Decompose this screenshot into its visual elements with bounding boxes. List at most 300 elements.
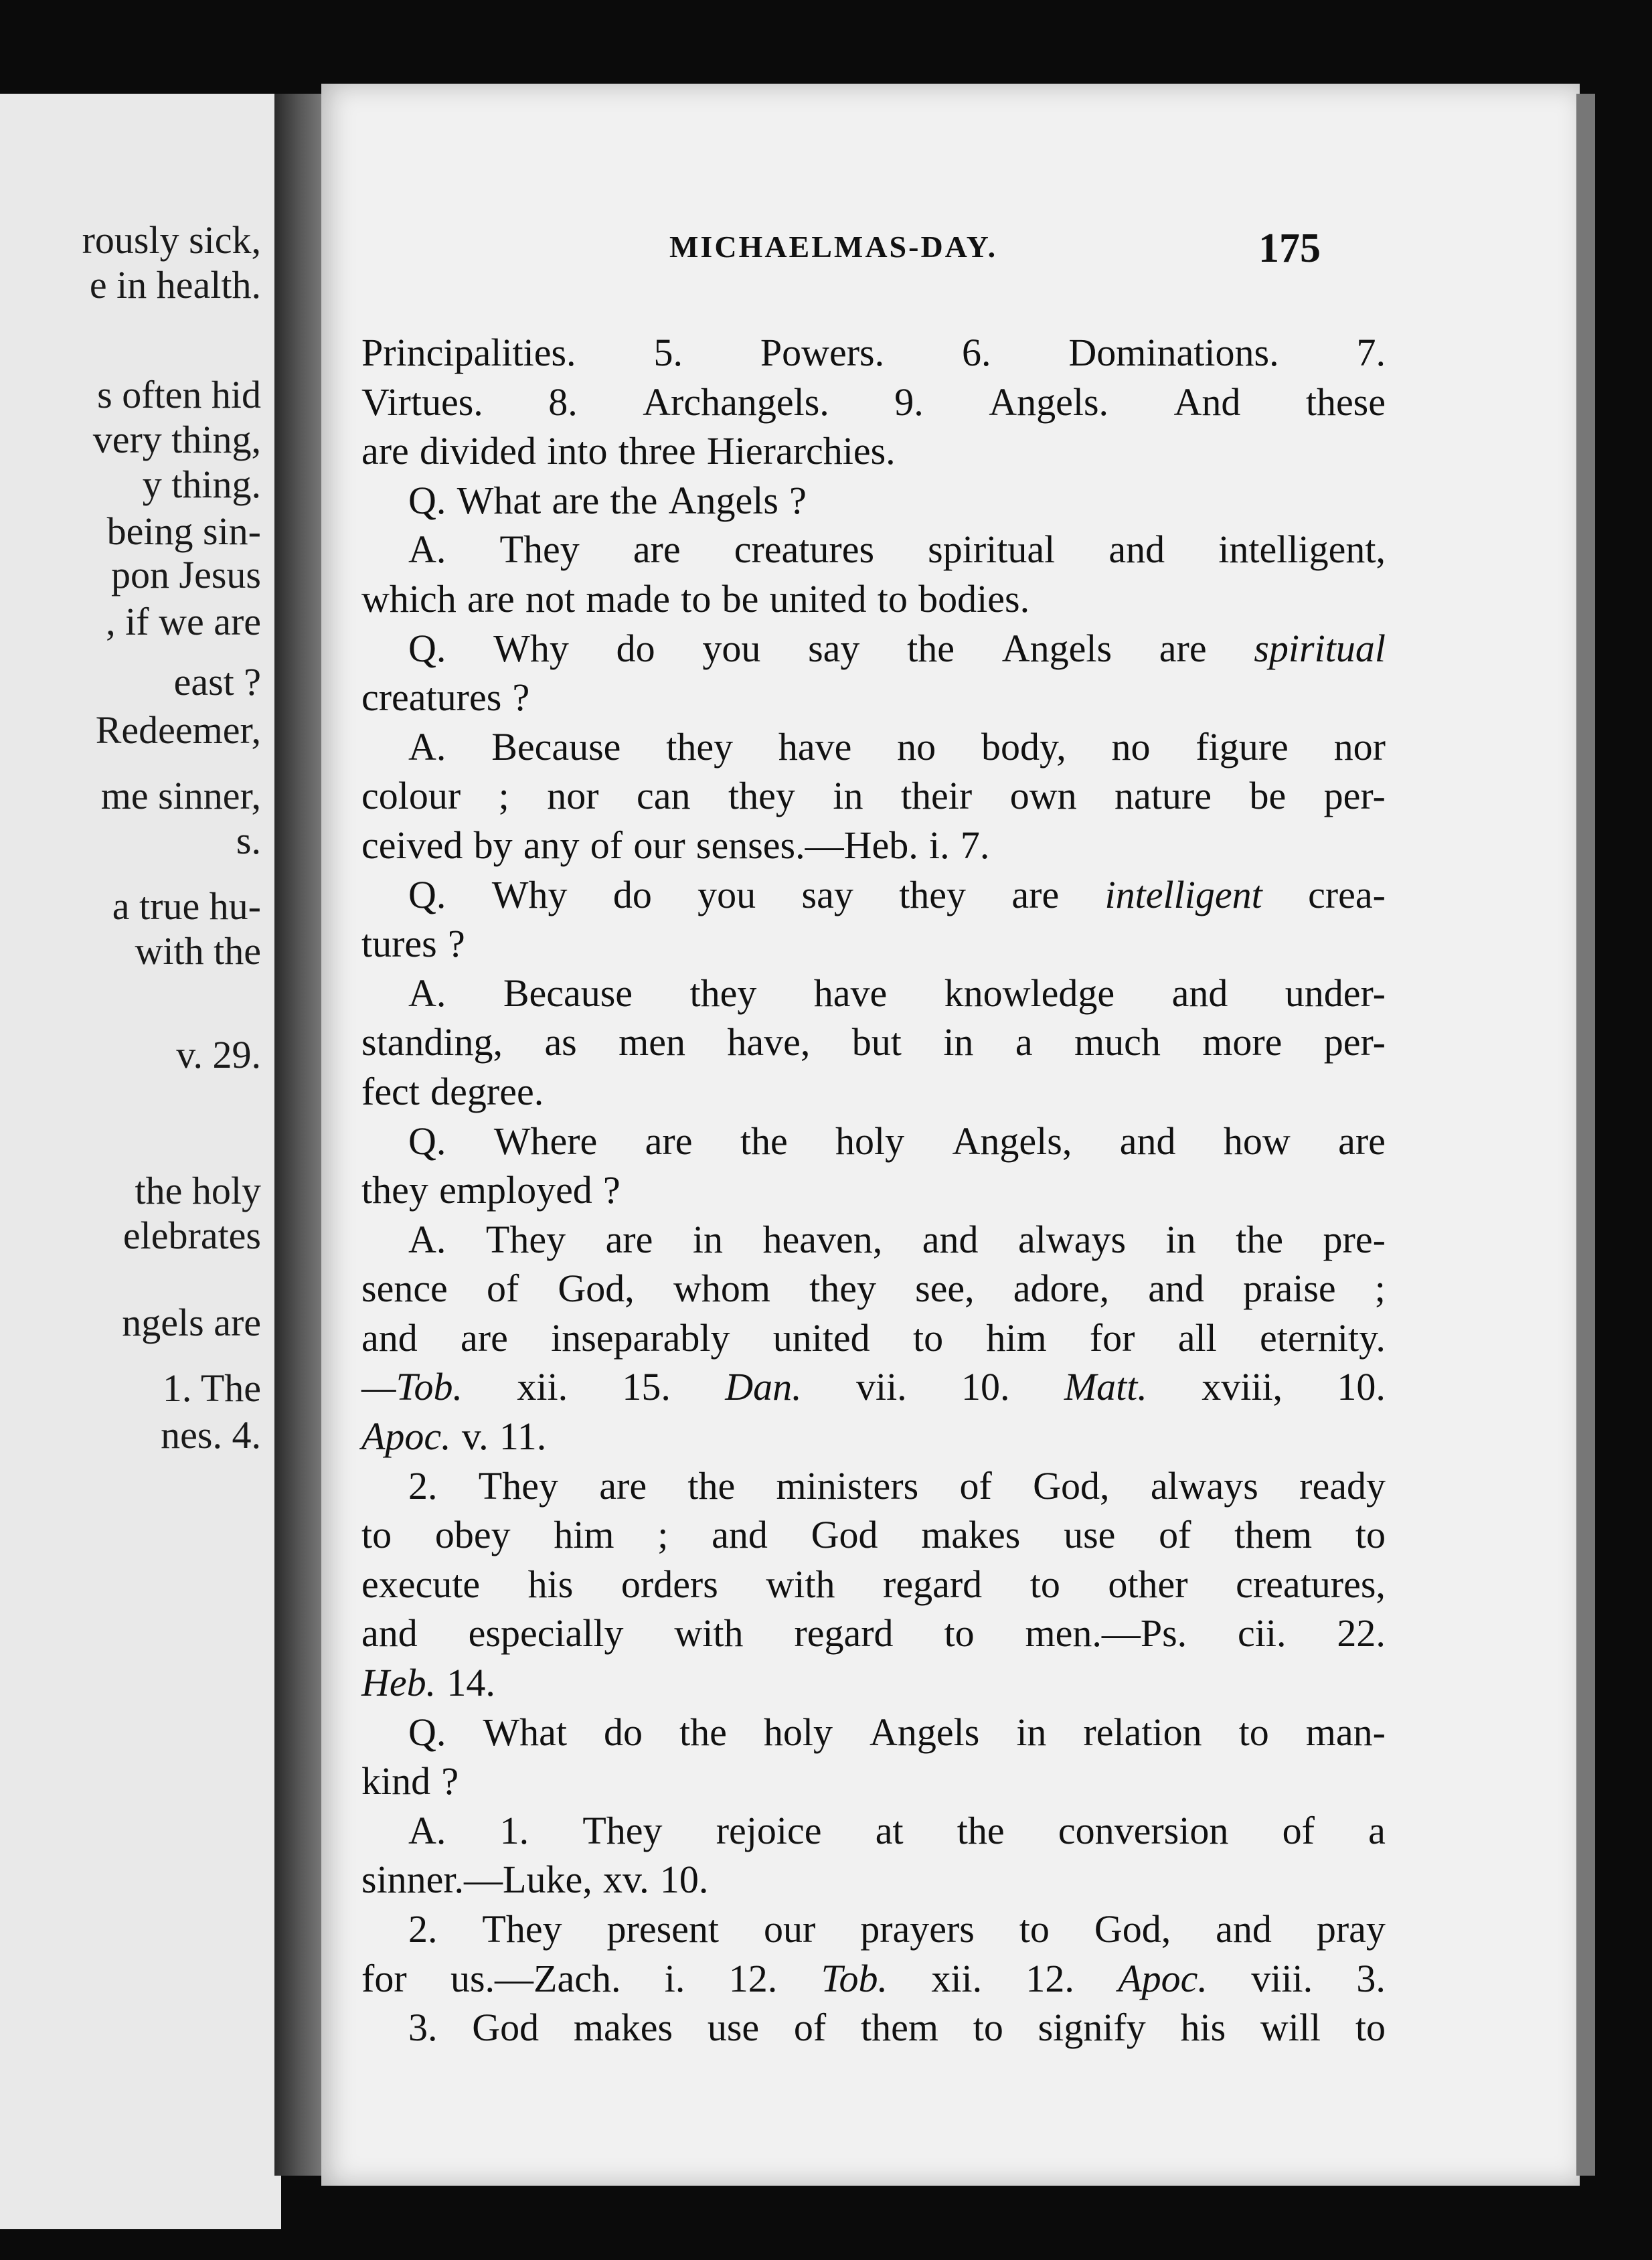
- word: colour: [361, 774, 461, 818]
- body-text: [361, 328, 1386, 2052]
- word: 3.: [1356, 1956, 1386, 2000]
- word: pray: [1316, 1907, 1386, 1951]
- word: say: [801, 872, 853, 916]
- word: A.: [408, 1808, 446, 1852]
- word: but: [851, 1020, 902, 1064]
- word: united: [769, 576, 867, 621]
- word: Angels: [869, 1710, 980, 1754]
- word: eternity.: [1260, 1315, 1386, 1360]
- word: And: [1173, 380, 1241, 424]
- word: not: [525, 576, 576, 621]
- word: them: [1234, 1513, 1313, 1557]
- word: prayers: [860, 1907, 975, 1951]
- word: A.: [408, 724, 446, 769]
- word: spiritual: [1254, 626, 1386, 670]
- text-line: [361, 1461, 1386, 1511]
- text-line: [361, 1067, 1386, 1117]
- word: What: [483, 1710, 567, 1754]
- word: Powers.: [760, 331, 885, 374]
- word: and: [361, 1611, 418, 1656]
- word: 11.: [499, 1415, 547, 1459]
- word: for: [1089, 1315, 1135, 1360]
- left-page-fragment: me sinner,: [100, 774, 261, 817]
- word: A.: [408, 1217, 446, 1261]
- word: him: [986, 1315, 1047, 1360]
- word: ;: [657, 1513, 669, 1557]
- word: be: [722, 576, 759, 621]
- word: Q.: [408, 626, 446, 670]
- word: in: [1016, 1710, 1047, 1754]
- word: made: [586, 576, 670, 621]
- left-page-fragment: e in health.: [89, 263, 261, 307]
- word: God: [811, 1513, 878, 1557]
- left-page-fragment: nes. 4.: [161, 1413, 261, 1457]
- word: us.—Zach.: [450, 1956, 621, 2000]
- text-line: [361, 1264, 1386, 1313]
- word: are: [1338, 1119, 1386, 1163]
- word: sence: [361, 1267, 448, 1311]
- word: man-: [1305, 1710, 1386, 1754]
- word: heaven,: [762, 1217, 883, 1261]
- word: are: [1159, 626, 1207, 670]
- word: viii.: [1251, 1956, 1313, 2000]
- word: a: [1368, 1808, 1386, 1852]
- word: are: [361, 429, 409, 473]
- left-page-fragment: with the: [135, 929, 261, 973]
- word: and: [712, 1513, 768, 1557]
- word: intelligent: [1104, 872, 1262, 916]
- text-line: [361, 919, 1386, 969]
- word: 3.: [408, 2006, 438, 2050]
- word: the: [679, 1710, 727, 1754]
- word: no: [1111, 724, 1151, 769]
- word: Q.: [408, 1710, 446, 1754]
- word: God,: [1033, 1463, 1110, 1508]
- word: per-: [1323, 1020, 1386, 1064]
- text-line: [361, 525, 1386, 574]
- word: they: [689, 971, 757, 1015]
- word: are: [633, 528, 681, 572]
- word: God,: [558, 1267, 635, 1311]
- text-line: [361, 1708, 1386, 1757]
- word: xii.: [931, 1956, 983, 2000]
- word: to: [1029, 1562, 1060, 1606]
- word: Archangels.: [643, 380, 829, 424]
- word: especially: [468, 1611, 624, 1656]
- word: Apoc.: [1118, 1956, 1208, 2000]
- word: sinner.—Luke,: [361, 1858, 592, 1902]
- word: ?: [447, 922, 465, 966]
- word: in: [1165, 1217, 1196, 1261]
- word: to: [681, 576, 712, 621]
- word: to: [361, 1513, 392, 1557]
- word: Tob.: [821, 1956, 888, 2000]
- text-line: [361, 969, 1386, 1018]
- word: signify: [1038, 2006, 1146, 2050]
- text-line: [361, 574, 1386, 624]
- word: God,: [1094, 1907, 1171, 1951]
- text-line: [361, 1658, 1386, 1708]
- word: 10.: [961, 1365, 1010, 1409]
- word: they: [899, 872, 967, 916]
- word: ?: [789, 478, 807, 522]
- word: Why: [491, 872, 568, 916]
- word: 8.: [548, 380, 578, 424]
- word: inseparably: [551, 1315, 730, 1360]
- word: Why: [493, 626, 569, 670]
- left-page-fragment: Redeemer,: [95, 708, 261, 752]
- word: 2.: [408, 1907, 438, 1951]
- text-line: [361, 476, 1386, 526]
- word: 2.: [408, 1463, 438, 1508]
- word: of: [1159, 1513, 1191, 1557]
- word: Where: [493, 1119, 598, 1163]
- word: body,: [981, 724, 1066, 769]
- word: They: [582, 1808, 663, 1852]
- word: with: [766, 1562, 835, 1606]
- word: how: [1223, 1119, 1291, 1163]
- page-edge: [1576, 94, 1595, 2176]
- word: their: [900, 774, 973, 818]
- text-line: [361, 771, 1386, 821]
- word: are: [645, 1119, 693, 1163]
- word: are: [461, 1315, 508, 1360]
- left-page-fragment: the holy: [135, 1169, 261, 1212]
- text-line: [361, 1510, 1386, 1560]
- word: i.: [664, 1956, 685, 2000]
- word: figure: [1195, 724, 1289, 769]
- word: 12.: [1025, 1956, 1074, 2000]
- word: are: [552, 478, 600, 522]
- word: Angels: [1001, 626, 1112, 670]
- word: Q.: [408, 872, 446, 916]
- word: the: [610, 478, 658, 522]
- word: have: [813, 971, 888, 1015]
- word: divided: [420, 429, 537, 473]
- word: in: [692, 1217, 723, 1261]
- word: crea-: [1308, 872, 1386, 916]
- word: ceived: [361, 823, 463, 867]
- page-number: 175: [1258, 226, 1321, 271]
- word: into: [547, 429, 608, 473]
- word: What: [457, 478, 542, 522]
- text-line: [361, 2003, 1386, 2052]
- word: regard: [794, 1611, 894, 1656]
- word: Apoc.: [361, 1415, 451, 1459]
- word: the: [1236, 1217, 1284, 1261]
- text-line: [361, 1215, 1386, 1265]
- word: our: [763, 1907, 816, 1951]
- word: and: [1148, 1267, 1204, 1311]
- word: Because: [491, 724, 621, 769]
- left-page-fragment: , if we are: [106, 600, 261, 643]
- word: tures: [361, 922, 437, 966]
- word: Virtues.: [361, 380, 483, 424]
- word: of: [959, 1463, 992, 1508]
- left-page-fragment: s.: [236, 819, 261, 862]
- word: you: [702, 626, 761, 670]
- word: They: [499, 528, 580, 572]
- word: fect: [361, 1069, 420, 1113]
- word: 9.: [894, 380, 924, 424]
- word: all: [1177, 1315, 1217, 1360]
- word: for: [361, 1956, 407, 2000]
- word: Q.: [408, 478, 446, 522]
- word: creatures: [734, 528, 875, 572]
- word: xii.: [517, 1365, 568, 1409]
- word: xviii,: [1202, 1365, 1283, 1409]
- word: makes: [573, 2006, 673, 2050]
- word: 22.: [1337, 1611, 1386, 1656]
- word: a: [1015, 1020, 1033, 1064]
- left-page-fragment: v. 29.: [176, 1033, 261, 1076]
- word: 7.: [1356, 331, 1386, 374]
- word: cii.: [1238, 1611, 1287, 1656]
- word: Principalities.: [361, 331, 576, 374]
- word: They: [485, 1217, 566, 1261]
- text-line: [361, 722, 1386, 772]
- word: 6.: [962, 331, 991, 374]
- word: ?: [603, 1168, 621, 1212]
- word: can: [637, 774, 691, 818]
- word: always: [1150, 1463, 1258, 1508]
- word: do: [604, 1710, 643, 1754]
- word: Q.: [408, 1119, 446, 1163]
- word: which: [361, 576, 457, 621]
- text-line: [361, 1954, 1386, 2004]
- running-head: MICHAELMAS-DAY.: [669, 230, 998, 264]
- word: orders: [621, 1562, 718, 1606]
- text-line: [361, 1412, 1386, 1461]
- text-line: [361, 1905, 1386, 1954]
- word: are: [1011, 872, 1060, 916]
- word: Matt.: [1064, 1365, 1147, 1409]
- word: xv.: [602, 1858, 649, 1902]
- word: will: [1260, 2006, 1321, 2050]
- word: ?: [512, 675, 530, 720]
- word: the: [687, 1463, 736, 1508]
- word: employed: [439, 1168, 592, 1212]
- word: knowledge: [944, 971, 1115, 1015]
- word: whom: [673, 1267, 770, 1311]
- word: they: [728, 774, 795, 818]
- word: three: [618, 429, 696, 473]
- word: holy: [763, 1710, 833, 1754]
- word: Heb.: [361, 1661, 436, 1705]
- word: creatures,: [1236, 1562, 1386, 1606]
- word: his: [1180, 2006, 1226, 2050]
- word: They: [482, 1907, 562, 1951]
- word: standing,: [361, 1020, 503, 1064]
- word: any: [523, 823, 580, 867]
- left-page-fragment: ngels are: [122, 1301, 261, 1344]
- word: Dominations.: [1068, 331, 1279, 374]
- word: at: [875, 1808, 904, 1852]
- text-line: [361, 1362, 1386, 1412]
- word: obey: [434, 1513, 511, 1557]
- word: as: [544, 1020, 577, 1064]
- word: and: [1119, 1119, 1176, 1163]
- word: ministers: [776, 1463, 919, 1508]
- word: Dan.: [725, 1365, 802, 1409]
- word: of: [486, 1267, 519, 1311]
- word: per-: [1323, 774, 1386, 818]
- word: bodies.: [918, 576, 1030, 621]
- word: with: [674, 1611, 744, 1656]
- word: the: [907, 626, 955, 670]
- word: degree.: [430, 1069, 544, 1113]
- word: they: [666, 724, 734, 769]
- left-page-fragment: east ?: [173, 660, 261, 704]
- word: They: [478, 1463, 558, 1508]
- word: God: [472, 2006, 540, 2050]
- word: ;: [498, 774, 509, 818]
- word: 14.: [446, 1661, 495, 1705]
- word: praise: [1243, 1267, 1336, 1311]
- left-page-fragment: 1. The: [162, 1366, 261, 1410]
- word: intelligent,: [1218, 528, 1386, 572]
- text-line: [361, 1560, 1386, 1609]
- word: no: [897, 724, 936, 769]
- text-line: [361, 1757, 1386, 1806]
- text-line: [361, 1313, 1386, 1363]
- word: Hierarchies.: [706, 429, 896, 473]
- word: men: [618, 1020, 686, 1064]
- left-page-fragment: pon Jesus: [111, 553, 261, 596]
- word: vii.: [855, 1365, 907, 1409]
- word: of: [590, 823, 623, 867]
- word: 1.: [499, 1808, 529, 1852]
- word: to: [1238, 1710, 1269, 1754]
- word: rejoice: [716, 1808, 822, 1852]
- word: to: [1355, 1513, 1386, 1557]
- word: have: [778, 724, 852, 769]
- word: the: [740, 1119, 788, 1163]
- word: present: [606, 1907, 720, 1951]
- word: you: [697, 872, 756, 916]
- word: to: [973, 2006, 1003, 2050]
- word: A.: [408, 971, 446, 1015]
- text-line: [361, 426, 1386, 476]
- text-line: [361, 328, 1386, 378]
- word: relation: [1083, 1710, 1202, 1754]
- word: have,: [727, 1020, 811, 1064]
- word: spiritual: [928, 528, 1056, 572]
- word: and: [922, 1217, 979, 1261]
- word: regard: [883, 1562, 983, 1606]
- text-line: [361, 1165, 1386, 1215]
- text-line: [361, 870, 1386, 920]
- word: these: [1305, 380, 1386, 424]
- word: to: [1355, 2006, 1386, 2050]
- word: be: [1249, 774, 1287, 818]
- word: ;: [1374, 1267, 1386, 1311]
- left-page-fragment: elebrates: [122, 1214, 261, 1257]
- text-line: [361, 821, 1386, 870]
- left-page-fragment: rously sick,: [82, 218, 261, 262]
- text-line: [361, 378, 1386, 427]
- word: 10.: [1337, 1365, 1386, 1409]
- word: 15.: [622, 1365, 671, 1409]
- word: 12.: [728, 1956, 778, 2000]
- word: and: [1216, 1907, 1272, 1951]
- word: do: [616, 626, 655, 670]
- word: Angels: [668, 478, 778, 522]
- word: Angels.: [989, 380, 1109, 424]
- word: pre-: [1323, 1217, 1386, 1261]
- word: under-: [1285, 971, 1386, 1015]
- word: do: [612, 872, 652, 916]
- word: are: [599, 1463, 647, 1508]
- word: ready: [1299, 1463, 1386, 1508]
- word: ?: [441, 1759, 459, 1803]
- word: other: [1108, 1562, 1188, 1606]
- left-page-fragment: being sin-: [106, 509, 261, 553]
- word: say: [808, 626, 860, 670]
- word: use: [1064, 1513, 1116, 1557]
- word: nature: [1114, 774, 1212, 818]
- left-page-fragment: a true hu-: [112, 884, 261, 928]
- word: in: [943, 1020, 974, 1064]
- word: 10.: [659, 1858, 709, 1902]
- text-line: [361, 1855, 1386, 1905]
- word: kind: [361, 1759, 431, 1803]
- left-page: [0, 94, 281, 2229]
- word: and: [1108, 528, 1165, 572]
- word: makes: [921, 1513, 1021, 1557]
- word: see,: [915, 1267, 975, 1311]
- word: his: [527, 1562, 574, 1606]
- word: our: [633, 823, 685, 867]
- word: more: [1202, 1020, 1283, 1064]
- word: the: [957, 1808, 1005, 1852]
- word: always: [1017, 1217, 1127, 1261]
- text-line: [361, 1806, 1386, 1856]
- left-page-fragment: y thing.: [142, 463, 261, 506]
- word: united: [772, 1315, 870, 1360]
- word: senses.—Heb.: [695, 823, 918, 867]
- word: 5.: [653, 331, 683, 374]
- left-page-fragment: s often hid: [97, 373, 261, 416]
- word: A.: [408, 528, 446, 572]
- word: much: [1074, 1020, 1161, 1064]
- word: to: [912, 1315, 944, 1360]
- word: them: [860, 2006, 938, 2050]
- word: to: [877, 576, 908, 621]
- word: they: [361, 1168, 428, 1212]
- word: of: [793, 2006, 827, 2050]
- left-page-fragment: very thing,: [92, 418, 261, 461]
- word: creatures: [361, 675, 502, 720]
- word: men.—Ps.: [1025, 1611, 1187, 1656]
- word: are: [605, 1217, 653, 1261]
- word: use: [707, 2006, 760, 2050]
- word: and: [1171, 971, 1228, 1015]
- word: holy: [835, 1119, 905, 1163]
- word: him: [554, 1513, 614, 1557]
- word: to: [944, 1611, 975, 1656]
- word: in: [833, 774, 863, 818]
- text-line: [361, 673, 1386, 722]
- text-line: [361, 1018, 1386, 1067]
- word: v.: [461, 1415, 489, 1459]
- word: Because: [503, 971, 633, 1015]
- word: i.: [929, 823, 950, 867]
- word: nor: [1333, 724, 1386, 769]
- word: 7.: [960, 823, 990, 867]
- text-line: [361, 1609, 1386, 1658]
- word: by: [473, 823, 513, 867]
